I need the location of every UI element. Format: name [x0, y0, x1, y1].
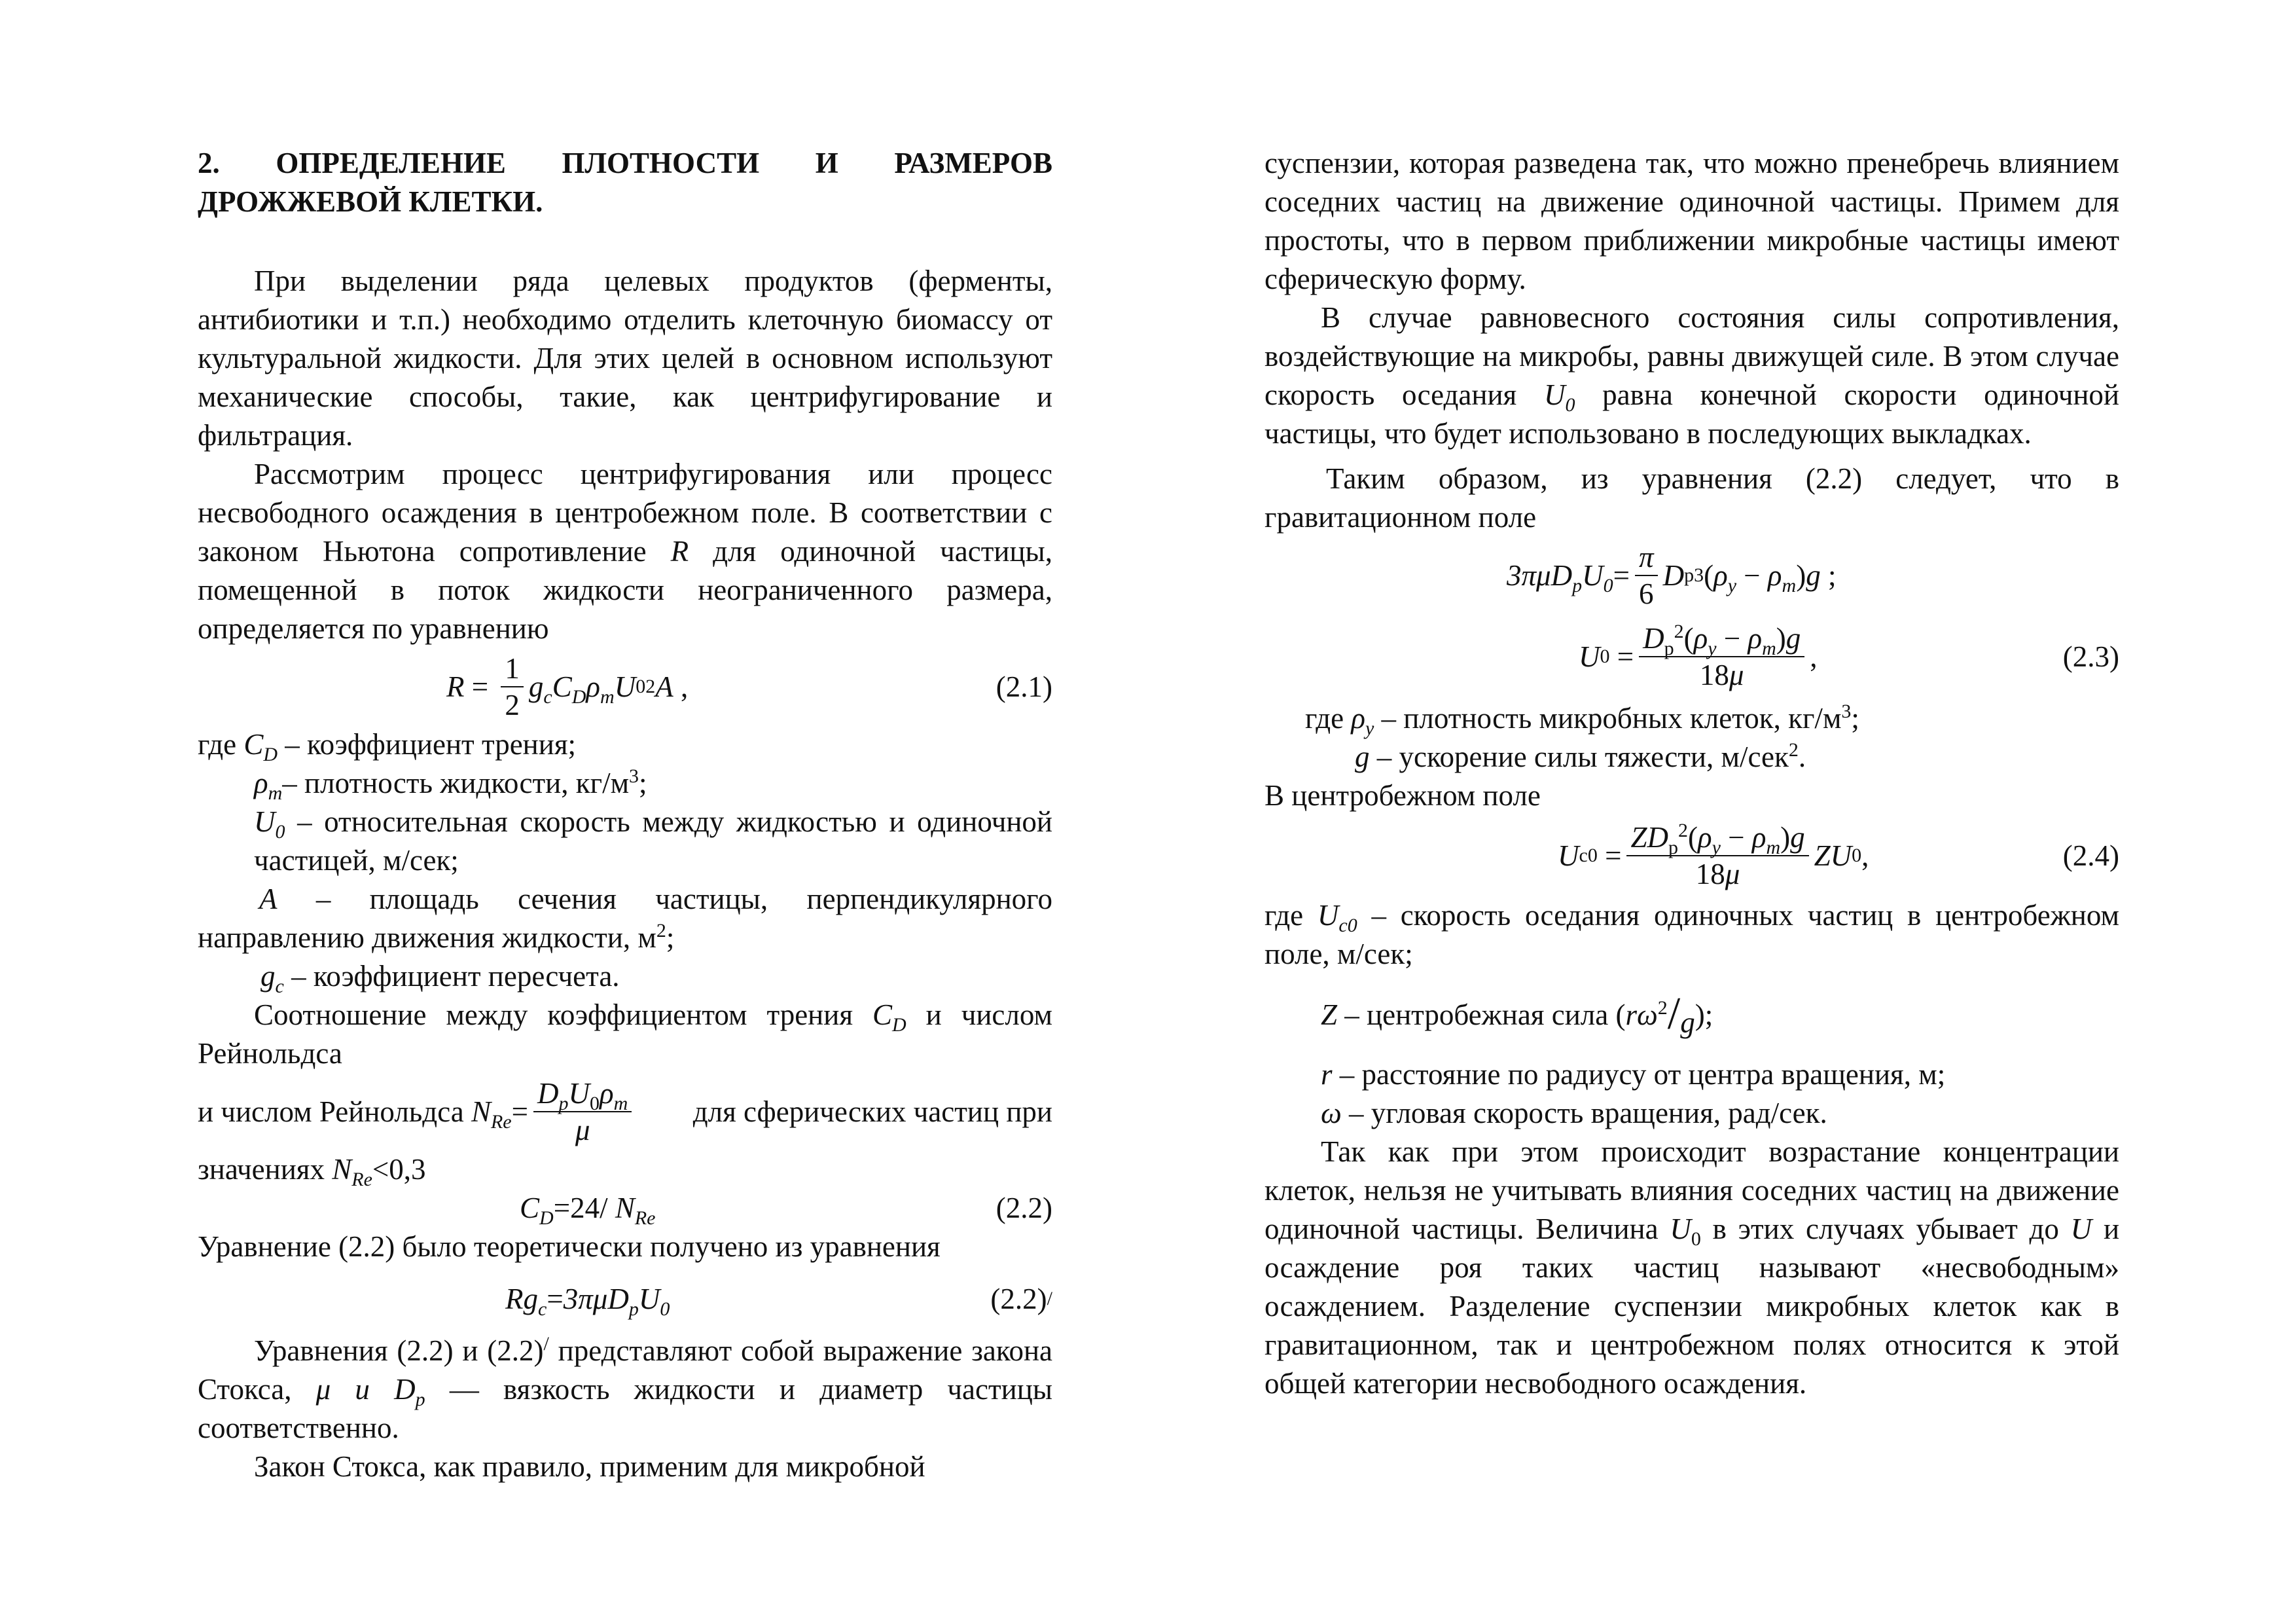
definition: где $U_{c0}$ – скорость оседания одиночных частиц в центробежном поле, м/сек; — [1265, 899, 2119, 970]
reynolds-line: и числом Рейнольдса $N_{Re}$ = $\frac{D_pU_0\rho_m}{\mu}$ для сферических частиц при — [198, 1077, 1052, 1146]
paragraph: Закон Стокса, как правило, применим для микробной — [254, 1450, 925, 1483]
paragraph: Уравнения (2.2) и (2.2)/ представляют собой выражение закона Стокса, μ и $D_p$ — вязкость жидкости и диаметр частицы соответственно. — [198, 1333, 1053, 1444]
definition: $\rho_m-$ плотность жидкости, $кг/м^3$; — [254, 765, 647, 804]
definition: Z – центробежная сила $(r\omega^2/g)$; — [1321, 989, 1713, 1039]
paragraph: В центробежном поле — [1265, 779, 1541, 812]
definition: ω – угловая скорость вращения, рад/сек. — [1321, 1097, 1827, 1129]
equation-2-4: U c0 = $\frac{ZD_p^2(\rho_y - \rho_m)g}{18\mu}$ ZU 0 , (2.4) — [1558, 820, 2119, 890]
equation-2-2: $C_D$ =24/ $N_{Re}$ (2.2) — [520, 1192, 1052, 1229]
equation-2-1: R = $\frac{1}{2}$ $g_cC_D\rho_mU$ 0 2 A , (2.1) — [198, 648, 1052, 725]
equation-2-3: U 0 = $\frac{D_p^2(\rho_y - \rho_m)g}{18\mu}$ , (2.3) — [1579, 621, 2119, 691]
paragraph: Рассмотрим процесс центрифугирования или процесс несвободного осаждения в центробежном поле. В соответствии с законом Ньютона сопротивление R для одиночной частицы, помещенной в поток жидкости неограниченного размера, определяется по уравнению — [198, 458, 1053, 645]
definition: A – площадь сечения частицы, перпендикулярного направлению движения жидкости, $м^2$; — [198, 883, 1052, 954]
equation-2-3a: $3\pi\mu D_pU_0$ = $\frac{\pi}{6}$ D p 3 ( $\rho_y$ − $\rho_m$ ) g ; — [1507, 541, 1837, 610]
left-column — [198, 144, 1052, 1486]
paragraph: суспензии, которая разведена так, что можно пренебречь влиянием соседних частиц на движение одиночной частицы. Примем для простоты, что в первом приближении микробные частицы имеют сферическую форму. — [1265, 147, 2119, 295]
paragraph: В случае равновесного состояния силы сопротивления, воздействующие на микробы, равны движущей силе. В этом случае скорость оседания $U_0$ равна конечной скорости одиночной частицы, что будет использовано в последующих выкладках. — [1265, 301, 2119, 450]
paragraph: При выделении ряда целевых продуктов (ферменты, антибиотики и т.п.) необходимо отделить клеточную биомассу от культуральной жидкости. Для этих целей в основном используют механические способы, такие, как центрифугирование и фильтрация. — [198, 264, 1052, 452]
paragraph: Так как при этом происходит возрастание концентрации клеток, нельзя не учитывать влияния соседних частиц на движение одиночной частицы. Величина $U_0$ в этих случаях убывает до U и осаждение роя таких частиц называют «несвободным» осаждением. Разделение суспензии микробных клеток как в гравитационном, так и центробежном полях относится к этой общей категории несвободного осаждения. — [1265, 1135, 2120, 1400]
right-column — [1265, 144, 2119, 1403]
paragraph: значениях $N_{Re}<0,3$ — [198, 1153, 426, 1190]
definition: g – ускорение силы тяжести, м/сек$^2$. — [1355, 739, 1806, 773]
equation-number: (2.1) — [996, 670, 1052, 703]
paragraph: Уравнение (2.2) было теоретически получено из уравнения — [198, 1230, 941, 1263]
definition: $g_c$ – коэффициент пересчета. — [260, 960, 620, 997]
definition: где $\rho_y$ – плотность микробных клеток, $кг/м^3$; — [1305, 701, 1859, 739]
definition: где $C_D$ – коэффициент трения; — [198, 728, 577, 765]
definition: r – расстояние по радиусу от центра вращения, м; — [1321, 1058, 1946, 1091]
paragraph: Соотношение между коэффициентом трения $C_D$ и числом Рейнольдса — [198, 998, 1052, 1070]
section-heading: 2. ОПРЕДЕЛЕНИЕ ПЛОТНОСТИ И РАЗМЕРОВ ДРОЖЖЕВОЙ КЛЕТКИ. — [198, 147, 1052, 218]
paragraph: Таким образом, из уравнения (2.2) следует, что в гравитационном поле — [1265, 462, 2119, 534]
definition: $U_0$ – относительная скорость между жидкостью и одиночной частицей, м/сек; — [254, 805, 1052, 877]
equation-2-2-prime: $Rg_c$ = $3\pi\mu D_pU_0$ (2.2) / — [505, 1282, 1052, 1320]
